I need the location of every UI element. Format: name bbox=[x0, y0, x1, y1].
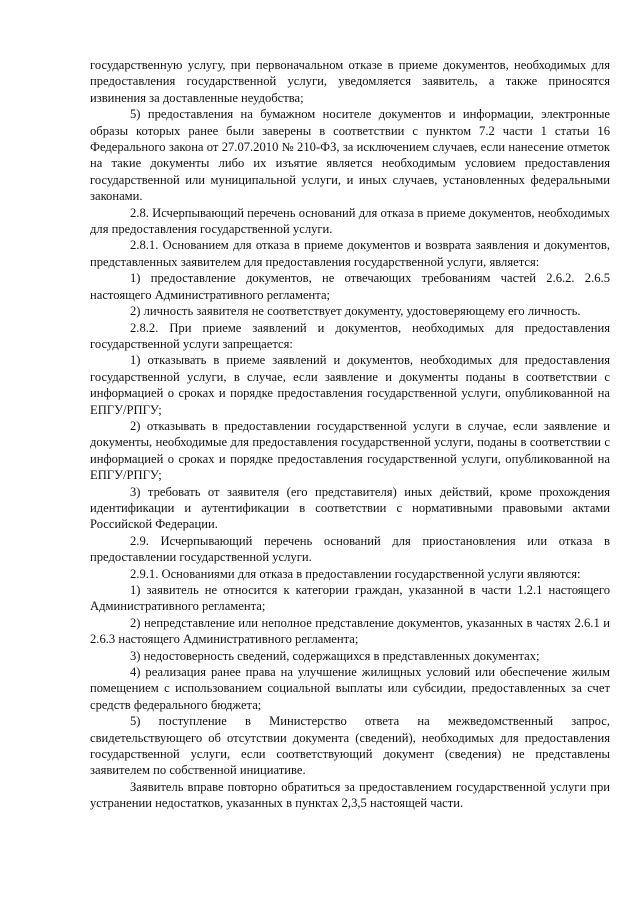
paragraph-item-5-paper-documents: 5) предоставления на бумажном носителе документов и информации, электронные образы которых ранее были заверены в соответствии с пунктом 7.2 части 1 статьи 16 Федерального закона от 27.07.2010 № 210-ФЗ, за исключением случаев, если нанесение отметок на такие документы либо их изъятие является необходимым условием предоставления государственной или муниципальной услуги, и иных случаев, установленных федеральными законами. bbox=[90, 107, 610, 204]
paragraph-section-2-8-2: 2.8.2. При приеме заявлений и документов, необходимых для предоставления государственной услуги запрещается: bbox=[90, 320, 610, 351]
paragraph-2-8-1-item-2: 2) личность заявителя не соответствует документу, удостоверяющему его личность. bbox=[130, 304, 581, 319]
paragraph-2-8-2-item-1: 1) отказывать в приеме заявлений и документов, необходимых для предоставления государственной услуги, в случае, если заявление и документы поданы в соответствии с информацией о сроках и порядке предоставления государственной услуги, опубликованной на ЕПГУ/РПГУ; bbox=[90, 353, 610, 417]
paragraph-2-9-1-item-5: 5) поступление в Министерство ответа на межведомственный запрос, свидетельствующего об отсутствии документа (сведений), необходимых для предоставления государственной услуги, если соответствующий документ (сведения) не представлены заявителем по собственной инициативе. bbox=[90, 714, 610, 778]
paragraph-2-9-1-item-1: 1) заявитель не относится к категории граждан, указанной в части 1.2.1 настоящего Административного регламента; bbox=[90, 583, 610, 614]
paragraph-2-9-1-item-2: 2) непредставление или неполное представление документов, указанных в частях 2.6.1 и 2.6.3 настоящего Административного регламента; bbox=[90, 615, 610, 647]
paragraph-reapply-note: Заявитель вправе повторно обратиться за предоставлением государственной услуги при устранении недостатков, указанных в пунктах 2,3,5 настоящей части. bbox=[90, 779, 610, 811]
paragraph-continuation: государственную услугу, при первоначальном отказе в приеме документов, необходимых для предоставления государственной услуги, уведомляется заявитель, а также приносятся извинения за доставленные неудобства; bbox=[90, 58, 610, 105]
paragraph-2-9-1-item-4: 4) реализация ранее права на улучшение жилищных условий или обеспечение жилым помещением с использованием социальной выплаты или субсидии, предоставленных за счет средств федерального бюджета; bbox=[90, 665, 610, 712]
paragraph-2-8-2-item-3: 3) требовать от заявителя (его представителя) иных действий, кроме прохождения идентификации и аутентификации в соответствии с нормативными правовыми актами Российской Федерации. bbox=[90, 484, 610, 532]
paragraph-2-8-2-item-2: 2) отказывать в предоставлении государственной услуги в случае, если заявление и документы, необходимые для предоставления государственной услуги, поданы в соответствии с информацией о сроках и порядке предоставления государственной услуги, опубликованной на ЕПГУ/РПГУ; bbox=[90, 418, 610, 483]
paragraph-section-2-9-1: 2.9.1. Основаниями для отказа в предоставлении государственной услуги являются: bbox=[130, 566, 581, 581]
paragraph-section-2-8: 2.8. Исчерпывающий перечень оснований для отказа в приеме документов, необходимых для предоставления государственной услуги. bbox=[90, 205, 610, 237]
paragraph-2-9-1-item-3: 3) недостоверность сведений, содержащихся в представленных документах; bbox=[130, 648, 540, 663]
paragraph-2-8-1-item-1: 1) предоставление документов, не отвечающих требованиям частей 2.6.2. 2.6.5 настоящего Административного регламента; bbox=[90, 271, 610, 302]
paragraph-section-2-8-1: 2.8.1. Основанием для отказа в приеме документов и возврата заявления и документов, представленных заявителем для предоставления государственной услуги, является: bbox=[90, 238, 610, 269]
paragraph-section-2-9: 2.9. Исчерпывающий перечень оснований для приостановления или отказа в предоставлении государственной услуги. bbox=[90, 533, 610, 565]
